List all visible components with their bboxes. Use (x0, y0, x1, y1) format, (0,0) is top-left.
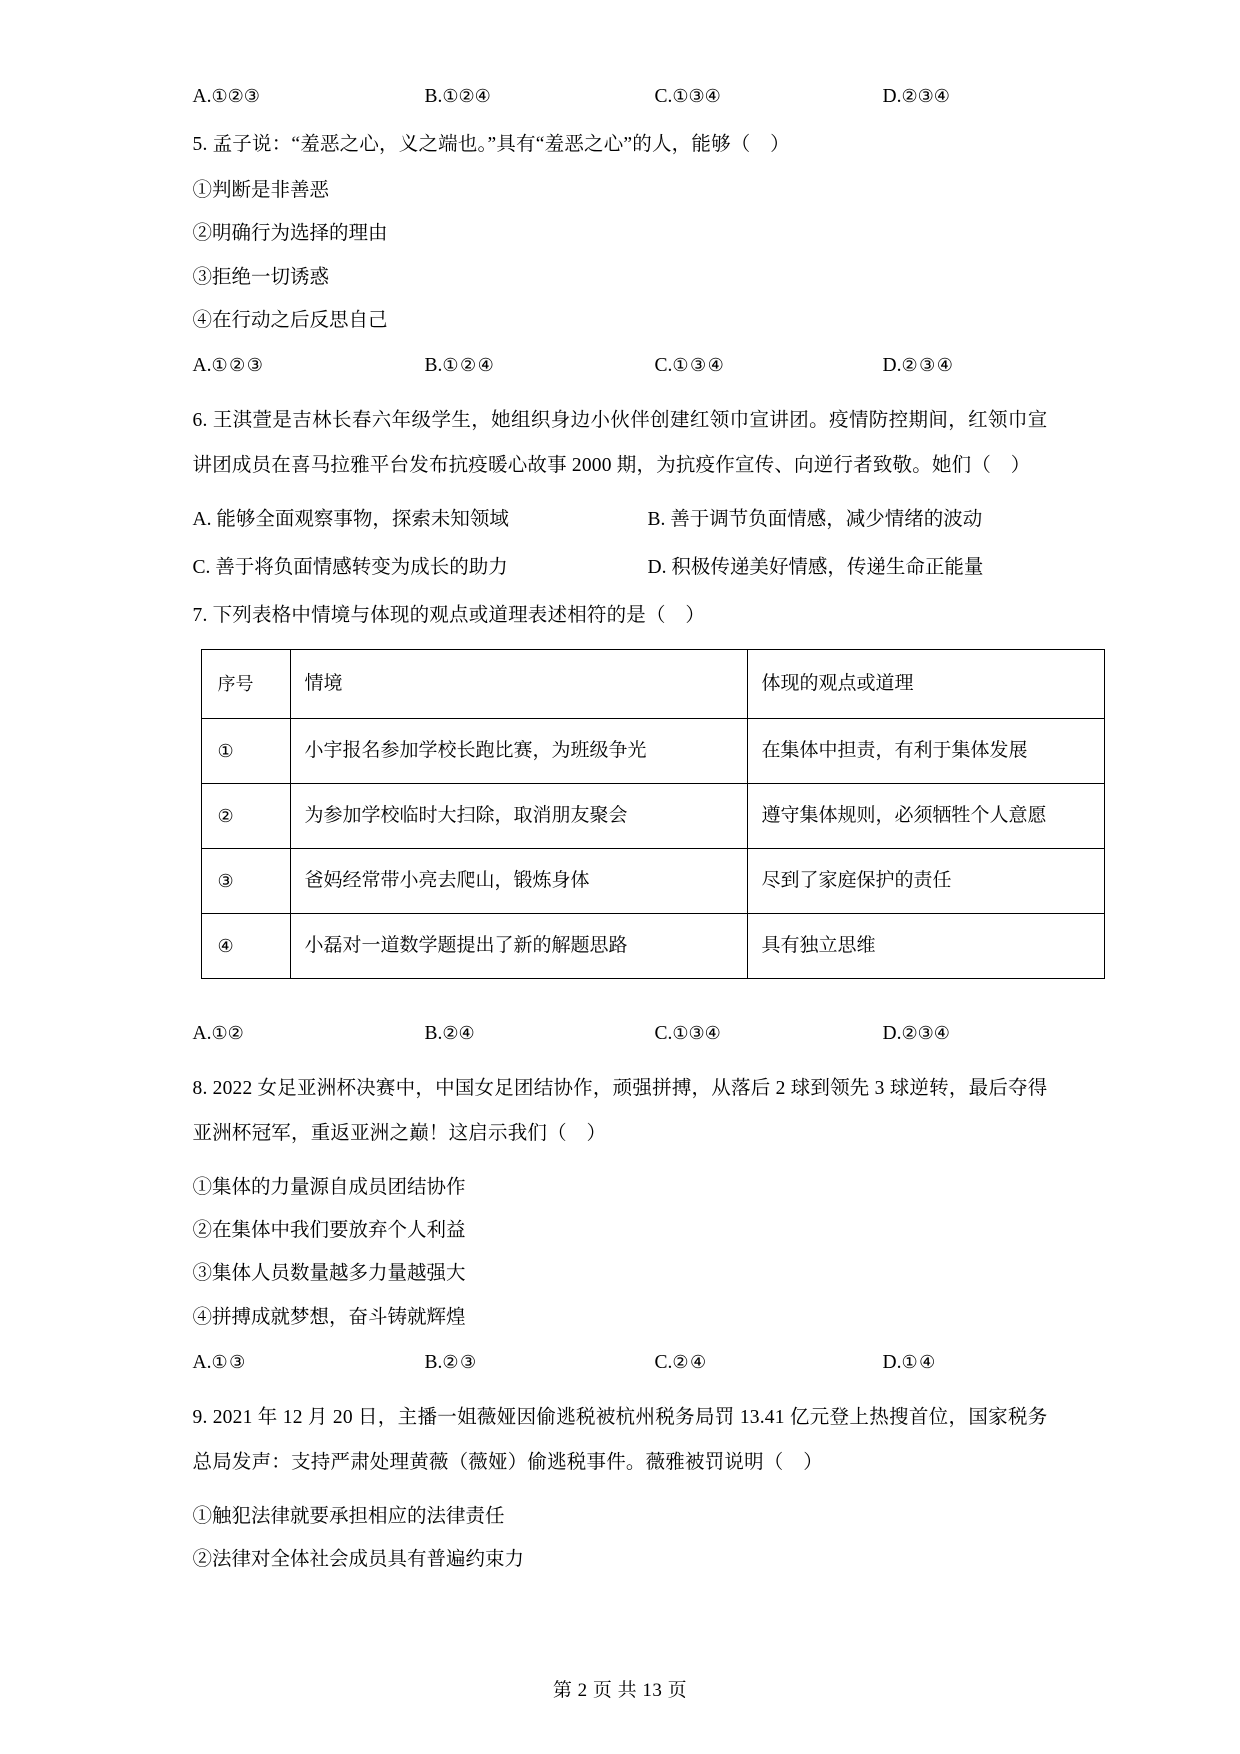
option-b-value: ①②④ (442, 86, 491, 107)
option-b[interactable] (425, 1017, 475, 1051)
question-6-options-row-2 (193, 551, 1048, 585)
option-d[interactable]: D. 积极传递美好情感，传递生命正能量 (647, 556, 984, 578)
option-d[interactable] (883, 1346, 937, 1380)
option-a-value: ①③ (211, 1351, 247, 1373)
table-header-point: 体现的观点或道理 (747, 650, 1104, 719)
option-d-label: D. (882, 1023, 902, 1045)
option-d-value: ②③④ (901, 355, 955, 377)
table-row (201, 784, 1104, 849)
page-footer: 第 2 页 共 13 页 (552, 1680, 688, 1701)
option-c-label: C. (654, 86, 673, 107)
option-b-label: B. (424, 1351, 443, 1373)
option-a-label: A. (192, 1023, 212, 1045)
row-situation: 爸妈经常带小亮去爬山，锻炼身体 (290, 849, 747, 914)
question-8 (193, 1067, 1048, 1380)
option-c-label: C. (654, 355, 673, 377)
question-9-sub-1: ①触犯法律就要承担相应的法律责任 (192, 1505, 505, 1527)
option-d[interactable] (883, 1017, 950, 1051)
option-c-label: C. (654, 1023, 673, 1045)
table-header-situation: 情境 (290, 650, 747, 719)
question-7 (193, 601, 1048, 1051)
table-row (201, 719, 1104, 784)
option-d-value: ②③④ (901, 86, 950, 107)
question-5-options-row (193, 349, 1048, 383)
question-8-sub-2: ②在集体中我们要放弃个人利益 (192, 1220, 466, 1242)
option-a[interactable] (193, 80, 260, 114)
option-c-label: C. (654, 1351, 673, 1373)
option-a-value: ①②③ (211, 86, 260, 107)
row-point: 遵守集体规则，必须牺牲个人意愿 (747, 784, 1104, 849)
question-9-sub-2: ②法律对全体社会成员具有普遍约束力 (192, 1548, 525, 1570)
option-d-value: ①④ (901, 1351, 937, 1373)
question-8-sub-3: ③集体人员数量越多力量越强大 (192, 1263, 466, 1285)
option-d-label: D. (882, 355, 902, 377)
question-8-sub-1: ①集体的力量源自成员团结协作 (192, 1176, 466, 1198)
option-c-value: ①③④ (672, 86, 721, 107)
option-a[interactable] (193, 1017, 244, 1051)
spacer (193, 979, 1048, 1009)
option-c[interactable] (655, 349, 726, 383)
row-situation: 小磊对一道数学题提出了新的解题思路 (290, 914, 747, 979)
question-5-sub-3: ③拒绝一切诱惑 (192, 266, 330, 288)
question-8-options-row (193, 1346, 1048, 1380)
option-d[interactable] (883, 80, 950, 114)
option-a-label: A. (192, 86, 212, 107)
row-point: 具有独立思维 (747, 914, 1104, 979)
option-c-value: ①③④ (672, 355, 726, 377)
option-b[interactable]: B. 善于调节负面情感，减少情绪的波动 (647, 508, 983, 530)
question-8-sub-4: ④拼搏成就梦想，奋斗铸就辉煌 (192, 1306, 466, 1328)
question-6-stem: 6. 王淇萱是吉林长春六年级学生，她组织身边小伙伴创建红领巾宣讲团。疫情防控期间，红领巾宣讲团成员在喜马拉雅平台发布抗疫暖心故事 2000 期，为抗疫作宣传、向逆行者致敬。她们（ ） (192, 410, 1048, 477)
row-no: ④ (201, 914, 290, 979)
option-b-label: B. (424, 355, 443, 377)
row-situation: 为参加学校临时大扫除，取消朋友聚会 (290, 784, 747, 849)
question-7-table (201, 649, 1105, 979)
option-c[interactable] (655, 1017, 721, 1051)
option-a[interactable] (193, 1346, 247, 1380)
option-c-value: ①③④ (672, 1023, 721, 1045)
row-no: ① (201, 719, 290, 784)
row-point: 在集体中担责，有利于集体发展 (747, 719, 1104, 784)
option-c[interactable]: C. 善于将负面情感转变为成长的助力 (192, 556, 508, 578)
option-b-value: ②④ (442, 1023, 475, 1045)
question-5-sub-2: ②明确行为选择的理由 (192, 223, 388, 245)
question-5-sub-1: ①判断是非善恶 (192, 180, 330, 202)
row-no: ② (201, 784, 290, 849)
option-a-value: ①②③ (211, 355, 265, 377)
option-d[interactable] (883, 349, 955, 383)
option-b[interactable] (425, 1346, 478, 1380)
option-d-value: ②③④ (901, 1023, 950, 1045)
question-6 (193, 399, 1048, 585)
option-a[interactable] (193, 349, 265, 383)
option-c-value: ②④ (672, 1351, 708, 1373)
option-d-label: D. (882, 1351, 902, 1373)
option-a-label: A. (192, 355, 212, 377)
option-a-label: A. (192, 1351, 212, 1373)
option-b-label: B. (424, 1023, 443, 1045)
question-4-options-row (193, 80, 1048, 114)
table-row (201, 849, 1104, 914)
question-9 (193, 1396, 1048, 1574)
option-b[interactable] (425, 349, 496, 383)
page-content (193, 80, 1048, 1574)
question-5 (193, 130, 1048, 383)
table-header-no: 序号 (201, 650, 290, 719)
option-d-label: D. (882, 86, 902, 107)
row-situation: 小宇报名参加学校长跑比赛，为班级争光 (290, 719, 747, 784)
option-c[interactable] (655, 1346, 708, 1380)
question-8-stem: 8. 2022 女足亚洲杯决赛中，中国女足团结协作，顽强拼搏，从落后 2 球到领先 3 球逆转，最后夺得亚洲杯冠军，重返亚洲之巅！这启示我们（ ） (192, 1078, 1048, 1144)
option-b[interactable] (425, 80, 491, 114)
option-b-value: ②③ (442, 1351, 478, 1373)
question-6-options-row-1 (193, 503, 1048, 537)
row-point: 尽到了家庭保护的责任 (747, 849, 1104, 914)
option-a-value: ①② (211, 1023, 244, 1045)
row-no: ③ (201, 849, 290, 914)
question-5-stem: 5. 孟子说：“羞恶之心，义之端也。”具有“羞恶之心”的人，能够（ ） (192, 134, 790, 155)
table-header-row (201, 650, 1104, 719)
option-b-value: ①②④ (442, 355, 496, 377)
question-5-sub-4: ④在行动之后反思自己 (192, 309, 388, 331)
option-c[interactable] (655, 80, 721, 114)
question-7-options-row (193, 1017, 1048, 1051)
option-a[interactable]: A. 能够全面观察事物，探索未知领域 (192, 508, 509, 530)
question-7-stem: 7. 下列表格中情境与体现的观点或道理表述相符的是（ ） (192, 604, 706, 626)
table-row (201, 914, 1104, 979)
question-9-stem: 9. 2021 年 12 月 20 日，主播一姐薇娅因偷逃税被杭州税务局罚 13.41 亿元登上热搜首位，国家税务总局发声：支持严肃处理黄薇（薇娅）偷逃税事件。薇雅被罚说明（ ） (192, 1406, 1048, 1473)
option-b-label: B. (424, 86, 443, 107)
